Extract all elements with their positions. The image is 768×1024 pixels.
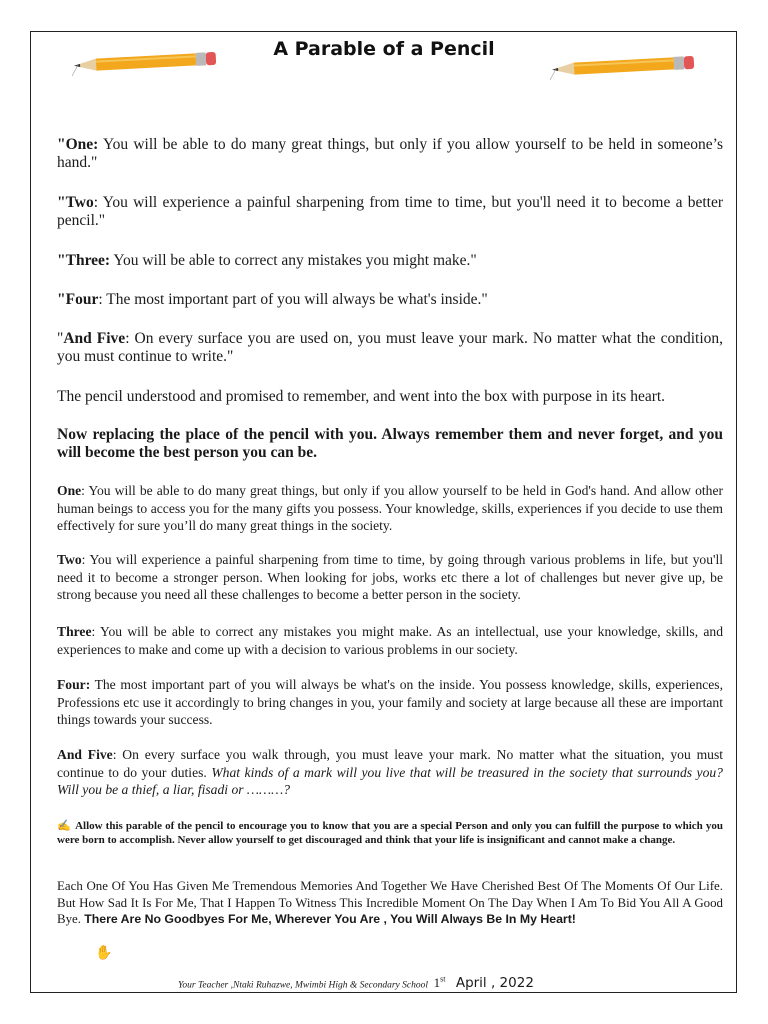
- farewell-message: Each One Of You Has Given Me Tremendous Memories And Together We Have Cherished Best Of The Moments Of Our Life. But How Sad It Is For Me, That I Happen To Witness This Incredible Moment On The Day When I Am To Bid You All A Good Bye. There Are No Goodbyes For Me, Wherever You Are , You Will Always Be In My Heart!: [57, 879, 723, 926]
- lesson-five: "And Five: On every surface you are used on, you must leave your mark. No matter what the condition, you must continue to write.": [57, 330, 723, 365]
- signature-text: Your Teacher ,Ntaki Ruhazwe, Mwimbi High & Secondary School: [178, 980, 428, 991]
- date-text: April , 2022: [455, 975, 534, 992]
- lesson-two: "Two: You will experience a painful sharpening from time to time, but you'll need it to become a better pencil.": [57, 194, 723, 229]
- date-day: 1st: [433, 975, 446, 991]
- application-one: One: You will be able to do many great things, but only if you allow yourself to be held in God's hand. And allow other human beings to access you for the many gifts you possess. Your knowledge, skills, experiences if you decide to use them effectively for sure you’ll do many great things in the society.: [57, 483, 723, 533]
- application-five: And Five: On every surface you walk through, you must leave your mark. No matter what the situation, you must continue to do your duties. What kinds of a mark will you live that will be treasured in the society that surrounds you? Will you be a thief, a liar, fisadi or ………?: [57, 747, 724, 797]
- application-two: Two: You will experience a painful sharpening from time to time, by going through various problems in life, but you'll need it to become a stronger person. When looking for jobs, works etc there a lot of challenges but never give up, be strong because you need all these challenges to become a better person in the society.: [57, 552, 723, 602]
- closing-paragraph: The pencil understood and promised to remember, and went into the box with purpose in its heart.: [57, 388, 666, 405]
- lesson-three: "Three: You will be able to correct any mistakes you might make.": [57, 252, 477, 269]
- application-four: Four: The most important part of you will always be what's on the inside. You possess knowledge, skills, experiences, Professions etc use it accordingly to bring changes in you, your family and society at large because all these are important things towards your success.: [57, 677, 723, 727]
- page-title: A Parable of a Pencil: [273, 38, 495, 60]
- application-three: Three: You will be able to correct any mistakes you might make. As an intellectual, use your knowledge, skills, and experiences to make and come up with a decision to various problems in our society.: [57, 624, 723, 657]
- encouragement-note: ✍ Allow this parable of the pencil to encourage you to know that you are a special Person and only you can fulfill the purpose to which you were born to accomplish. Never allow yourself to get discouraged and think that your life is insignificant and cannot make a change.: [57, 820, 723, 846]
- lesson-four: "Four: The most important part of you will always be what's inside.": [57, 291, 488, 308]
- lesson-one: "One: You will be able to do many great things, but only if you allow yourself to be held in someone’s hand.": [57, 136, 723, 171]
- call-to-action: Now replacing the place of the pencil with you. Always remember them and never forget, and you will become the best person you can be.: [57, 426, 723, 461]
- signature-line: [178, 975, 534, 991]
- writing-hand-icon: ✍: [57, 820, 72, 832]
- waving-hand-icon: ✋: [95, 945, 113, 961]
